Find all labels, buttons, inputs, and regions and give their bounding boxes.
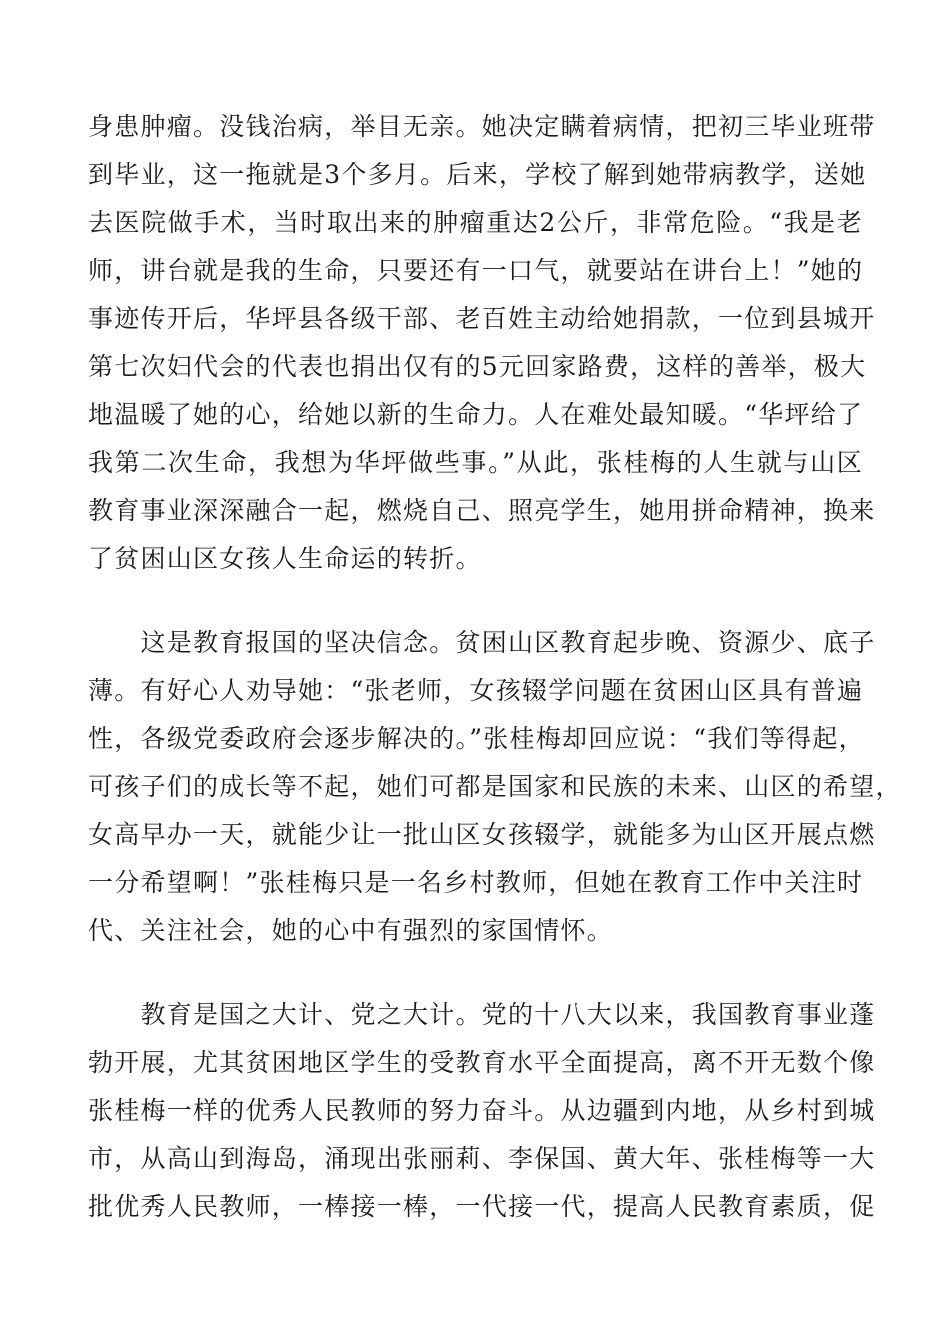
text-line: 地温暖了她的心，给她以新的生命力。人在难处最知暖。“华坪给了 <box>88 400 864 429</box>
text-line: 教育是国之大计、党之大计。党的十八大以来，我国教育事业蓬 <box>88 1000 876 1029</box>
text-line: 市，从高山到海岛，涌现出张丽莉、李保国、黄大年、张桂梅等一大 <box>88 1144 876 1173</box>
paragraph-spacer <box>88 955 863 991</box>
text-line: 到毕业，这一拖就是3个多月。后来，学校了解到她带病教学，送她 <box>88 160 867 189</box>
text-line: 薄。有好心人劝导她：“张老师，女孩辍学问题在贫困山区具有普遍 <box>88 676 864 705</box>
text-line: 了贫困山区女孩人生命运的转折。 <box>88 544 482 573</box>
text-line: 教育事业深深融合一起，燃烧自己、照亮学生，她用拼命精神，换来 <box>88 496 876 525</box>
text-line: 女高早办一天，就能少让一批山区女孩辍学，就能多为山区开展点燃 <box>88 820 876 849</box>
text-line: 事迹传开后，华坪县各级干部、老百姓主动给她捐款，一位到县城开 <box>88 304 876 333</box>
paragraph-spacer <box>88 583 863 619</box>
text-line: 第七次妇代会的代表也捐出仅有的5元回家路费，这样的善举，极大 <box>88 352 867 381</box>
text-line: 我第二次生命，我想为华坪做些事。”从此，张桂梅的人生就与山区 <box>88 448 863 477</box>
paragraph-1 <box>88 103 876 583</box>
text-line: 身患肿瘤。没钱治病，举目无亲。她决定瞒着病情，把初三毕业班带 <box>88 112 876 141</box>
text-line: 可孩子们的成长等不起，她们可都是国家和民族的未来、山区的希望， <box>88 772 902 801</box>
text-line: 张桂梅一样的优秀人民教师的努力奋斗。从边疆到内地，从乡村到城 <box>88 1096 876 1125</box>
text-line: 这是教育报国的坚决信念。贫困山区教育起步晚、资源少、底子 <box>88 628 876 657</box>
body-text <box>88 103 902 1231</box>
text-line: 批优秀人民教师，一棒接一棒，一代接一代，提高人民教育素质，促 <box>88 1192 876 1221</box>
text-line: 性，各级党委政府会逐步解决的。”张桂梅却回应说：“我们等得起， <box>88 724 865 753</box>
text-line: 一分希望啊！”张桂梅只是一名乡村教师，但她在教育工作中关注时 <box>88 868 864 897</box>
text-line: 代、关注社会，她的心中有强烈的家国情怀。 <box>88 916 614 945</box>
text-line: 去医院做手术，当时取出来的肿瘤重达2公斤，非常危险。“我是老 <box>88 208 863 237</box>
text-line: 勃开展，尤其贫困地区学生的受教育水平全面提高，离不开无数个像 <box>88 1048 876 1077</box>
paragraph-2 <box>88 619 902 955</box>
text-line: 师，讲台就是我的生命，只要还有一口气，就要站在讲台上！”她的 <box>88 256 864 285</box>
paragraph-3 <box>88 991 876 1231</box>
